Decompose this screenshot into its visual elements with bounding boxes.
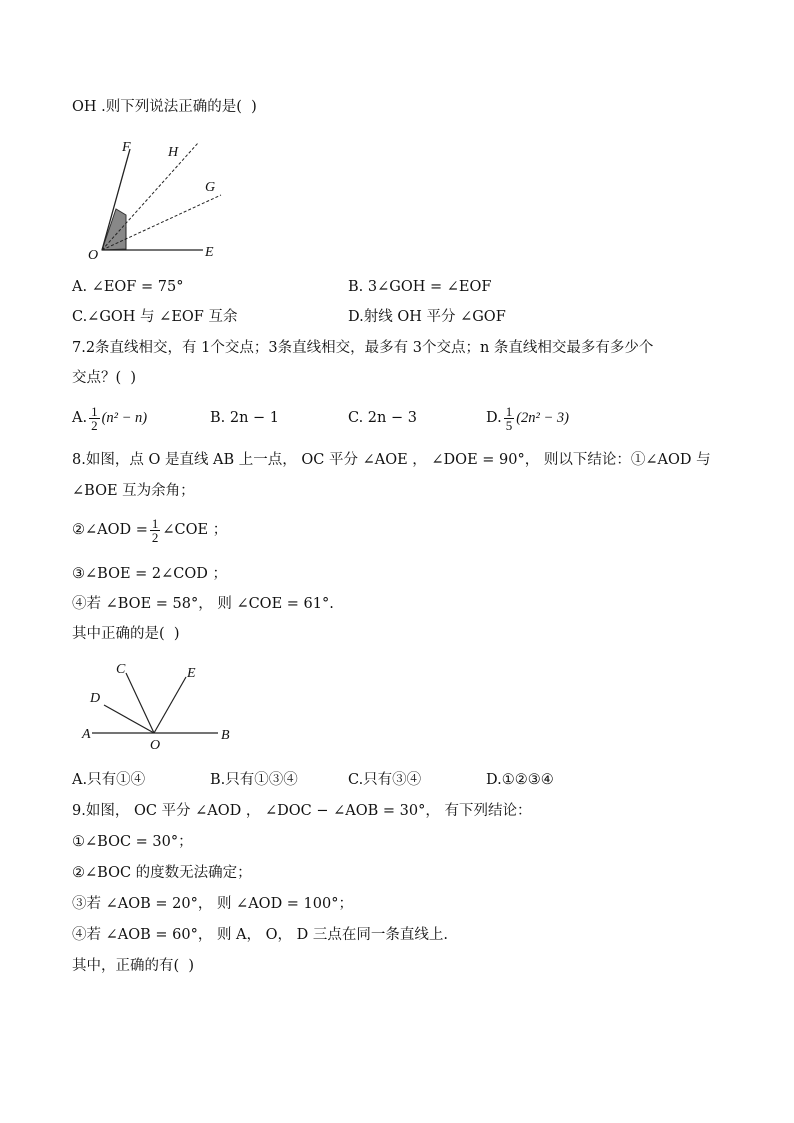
- ray-OE: [154, 677, 186, 733]
- q6-option-b: B. 3∠GOH = ∠EOF: [348, 279, 492, 295]
- shaded-angle-region: [102, 209, 126, 250]
- q8-conclusion-2: ②∠AOD = $\frac{1}{2}$ ∠COE ；: [72, 515, 228, 545]
- q7-option-b: B. 2n − 1: [210, 410, 280, 426]
- ray-OC: [126, 673, 154, 733]
- label-G: G: [205, 180, 216, 195]
- q9-conclusion-3: ③若 ∠AOB = 20°， 则 ∠AOD = 100°；: [72, 896, 353, 912]
- q9-conclusion-2: ②∠BOC 的度数无法确定；: [72, 865, 252, 881]
- label-D: D: [90, 691, 101, 706]
- question-6-figure: [78, 135, 238, 265]
- q8-option-b: B.只有①③④: [210, 772, 298, 788]
- q7-option-d: D. $\frac{1}{5}$ (2n² − 3): [486, 403, 570, 433]
- label-O: O: [150, 738, 161, 753]
- label-F: F: [122, 140, 131, 155]
- q9-question: 其中，正确的有( ): [72, 958, 195, 974]
- label-E: E: [205, 245, 214, 260]
- q9-conclusion-4: ④若 ∠AOB = 60°， 则 A， O， D 三点在同一条直线上.: [72, 927, 448, 943]
- question-6-stem-tail: OH .则下列说法正确的是( ): [72, 99, 257, 115]
- q7-option-c: C. 2n − 3: [348, 410, 417, 426]
- question-7-stem-line2: 交点？( ): [72, 370, 137, 386]
- q8-option-c: C.只有③④: [348, 772, 422, 788]
- question-9-stem: 9.如图， OC 平分 ∠AOD ， ∠DOC − ∠AOB = 30°， 有下列结论：: [72, 803, 532, 819]
- q6-option-a: A. ∠EOF = 75°: [72, 279, 184, 295]
- fraction: $\frac{1}{5}$: [505, 403, 513, 433]
- label-B: B: [221, 728, 230, 743]
- q6-option-d: D.射线 OH 平分 ∠GOF: [348, 309, 506, 325]
- q8-conclusion-4: ④若 ∠BOE = 58°， 则 ∠COE = 61°.: [72, 596, 334, 612]
- q8-question: 其中正确的是( ): [72, 626, 180, 642]
- label-O: O: [88, 248, 99, 263]
- ray-OD: [104, 705, 154, 733]
- question-8-stem-line1: 8.如图，点 O 是直线 AB 上一点， OC 平分 ∠AOE ， ∠DOE = 90°， 则以下结论：①∠AOD 与: [72, 452, 711, 468]
- question-8-figure: [78, 655, 243, 755]
- q9-conclusion-1: ①∠BOC = 30°；: [72, 834, 193, 850]
- label-H: H: [168, 145, 179, 160]
- q8-option-a: A.只有①④: [72, 772, 146, 788]
- label-C: C: [116, 662, 126, 677]
- question-7-stem-line1: 7.2条直线相交，有 1个交点；3条直线相交，最多有 3个交点；n 条直线相交最多有多少个: [72, 340, 654, 356]
- fraction: $\frac{1}{2}$: [151, 515, 159, 545]
- label-A: A: [82, 727, 91, 742]
- q6-option-c: C.∠GOH 与 ∠EOF 互余: [72, 309, 238, 325]
- label-E: E: [187, 666, 196, 681]
- question-8-stem-line2: ∠BOE 互为余角；: [72, 483, 195, 499]
- q8-conclusion-3: ③∠BOE = 2∠COD ；: [72, 566, 228, 582]
- q7-option-a: A. $\frac{1}{2}$ (n² − n): [72, 403, 148, 433]
- fraction: $\frac{1}{2}$: [91, 403, 98, 433]
- q8-option-d: D.①②③④: [486, 772, 554, 788]
